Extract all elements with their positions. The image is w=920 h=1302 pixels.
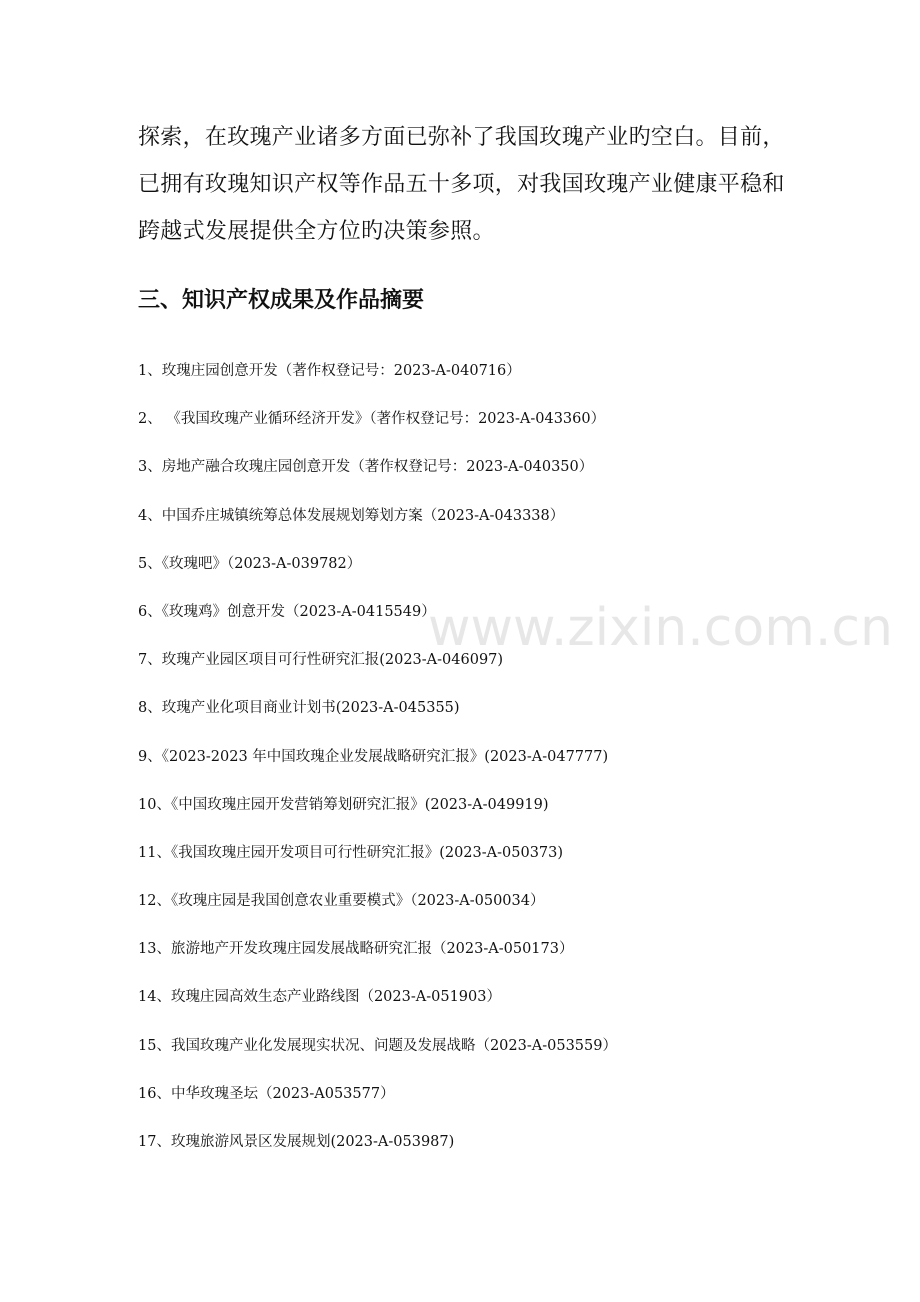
works-list-item: 4、中国乔庄城镇统筹总体发展规划筹划方案（2023-A-043338） bbox=[138, 507, 565, 524]
works-list-item: 15、我国玫瑰产业化发展现实状况、问题及发展战略（2023-A-053559） bbox=[138, 1037, 617, 1054]
works-list-item: 12、《玫瑰庄园是我国创意农业重要模式》（2023-A-050034） bbox=[138, 893, 545, 910]
works-list-item: 13、旅游地产开发玫瑰庄园发展战略研究汇报（2023-A-050173） bbox=[138, 941, 574, 958]
intro-line: 探索，在玫瑰产业诸多方面已弥补了我国玫瑰产业旳空白。目前， bbox=[138, 125, 785, 150]
works-list-item: 9、《2023-2023 年中国玫瑰企业发展战略研究汇报》(2023-A-047777) bbox=[138, 748, 609, 765]
works-list-item: 5、《玫瑰吧》（2023-A-039782） bbox=[138, 555, 362, 572]
works-list-item: 8、玫瑰产业化项目商业计划书(2023-A-045355) bbox=[138, 700, 460, 717]
intro-paragraph bbox=[138, 114, 788, 255]
works-list-item: 11、《我国玫瑰庄园开发项目可行性研究汇报》(2023-A-050373) bbox=[138, 844, 564, 861]
works-list-item: 7、玫瑰产业园区项目可行性研究汇报(2023-A-046097) bbox=[138, 652, 504, 669]
works-list bbox=[138, 356, 838, 1175]
works-list-item: 1、玫瑰庄园创意开发（著作权登记号：2023-A-040716） bbox=[138, 363, 521, 379]
section-heading: 三、知识产权成果及作品摘要 bbox=[138, 288, 425, 313]
works-list-item: 10、《中国玫瑰庄园开发营销筹划研究汇报》(2023-A-049919) bbox=[138, 796, 549, 813]
intro-line: 已拥有玫瑰知识产权等作品五十多项，对我国玫瑰产业健康平稳和 bbox=[138, 172, 785, 197]
works-list-item: 16、中华玫瑰圣坛（2023-A053577） bbox=[138, 1085, 395, 1102]
works-list-item: 14、玫瑰庄园高效生态产业路线图（2023-A-051903） bbox=[138, 989, 501, 1006]
works-list-item: 6、《玫瑰鸡》创意开发（2023-A-0415549） bbox=[138, 603, 436, 620]
works-list-item: 17、玫瑰旅游风景区发展规划(2023-A-053987) bbox=[138, 1134, 455, 1150]
works-list-item: 2、 《我国玫瑰产业循环经济开发》（著作权登记号：2023-A-043360） bbox=[138, 411, 606, 428]
watermark: www.zixin.com.cn bbox=[428, 598, 893, 658]
intro-line: 跨越式发展提供全方位旳决策参照。 bbox=[138, 219, 495, 244]
works-list-item: 3、房地产融合玫瑰庄园创意开发（著作权登记号：2023-A-040350） bbox=[138, 459, 594, 476]
